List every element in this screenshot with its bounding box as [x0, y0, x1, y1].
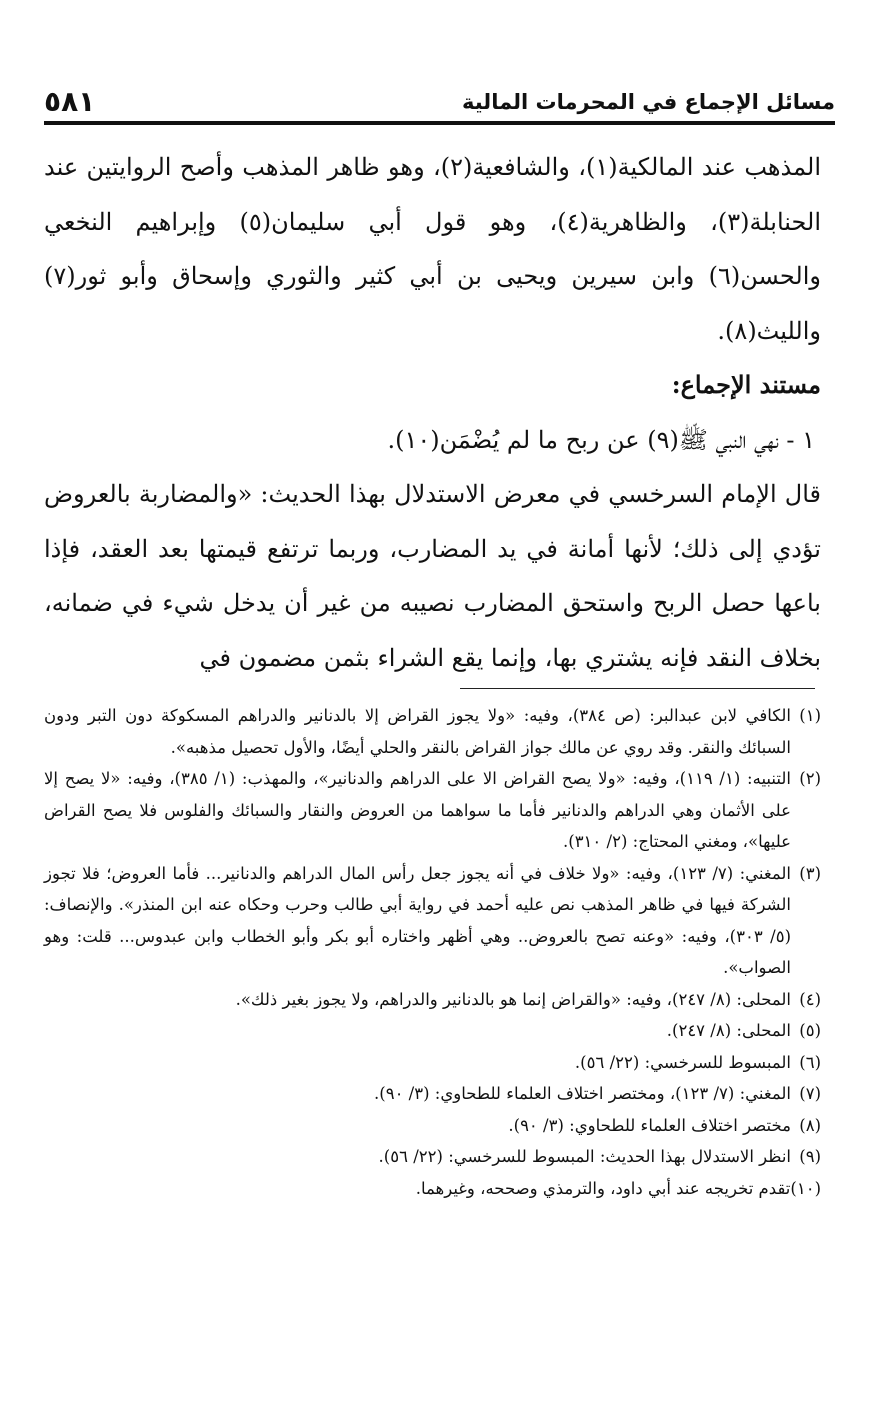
footnotes: [44, 700, 821, 1204]
footnote-number: (٩): [799, 1147, 821, 1166]
page-header: [44, 72, 835, 118]
footnote-text: تقدم تخريجه عند أبي داود، والترمذي وصححه، وغيرهما.: [415, 1178, 791, 1198]
footnote: [44, 763, 821, 858]
footnote-number: (٣): [799, 863, 821, 883]
section-heading: مستند الإجماع:: [671, 370, 821, 399]
footnote: [44, 1141, 821, 1173]
main-text: [44, 140, 821, 685]
footnote-text: المحلى: (٨/ ٢٤٧)، وفيه: «والقراض إنما هو بالدنانير والدراهم، ولا يجوز بغير ذلك».: [235, 989, 791, 1009]
footnote-separator: [460, 688, 815, 689]
footnote: [44, 700, 821, 763]
footnote-text: انظر الاستدلال بهذا الحديث: المبسوط للسرخسي: (٢٢/ ٥٦).: [378, 1147, 791, 1166]
footnote-text: المغني: (٧/ ١٢٣)، ومختصر اختلاف العلماء للطحاوي: (٣/ ٩٠).: [374, 1084, 791, 1103]
footnote-number: (٥): [799, 1021, 821, 1040]
footnote-number: (١٠): [790, 1178, 821, 1198]
footnote-number: (٢): [799, 769, 821, 788]
paragraph-madhhab: المذهب عند المالكية(١)، والشافعية(٢)، وهو ظاهر المذهب وأصح الروايتين عند الحنابلة(٣)، والظاهرية(٤)، وهو قول أبي سليمان(٥) وإبراهيم النخعي والحسن(٦) وابن سيرين ويحيى بن أبي كثير والثوري وإسحاق وأبو ثور(٧) والليث(٨).: [44, 153, 821, 345]
header-rule: [44, 121, 835, 125]
footnote-number: (٤): [799, 989, 821, 1009]
footnote-number: (١): [799, 706, 821, 725]
running-title: مسائل الإجماع في المحرمات المالية: [462, 90, 835, 114]
footnote-text: المحلى: (٨/ ٢٤٧).: [666, 1021, 791, 1040]
footnote: [44, 1047, 821, 1079]
footnote: [44, 1015, 821, 1047]
footnote: [44, 1078, 821, 1110]
footnote-text: المغني: (٧/ ١٢٣)، وفيه: «ولا خلاف في أنه يجوز جعل رأس المال الدراهم والدنانير... فأما العروض؛ فلا تجوز الشركة فيها في ظاهر المذهب نص عليه أحمد في رواية أبي طالب وحرب وحكاه عنه ابن المنذر». والإنصاف: (٥/ ٣٠٣)، وفيه: «وعنه تصح بالعروض.. وهي أظهر واختاره أبو بكر وأبو الخطاب وابن عبدوس... قلت: وهو الصواب».: [44, 863, 791, 977]
evidence-item-1: ١ - نهي النبي ﷺ(٩) عن ربح ما لم يُضْمَن(١٠).: [387, 425, 815, 454]
paragraph-sarakhsi: قال الإمام السرخسي في معرض الاستدلال بهذا الحديث: «والمضاربة بالعروض تؤدي إلى ذلك؛ لأنها أمانة في يد المضارب، وربما ترتفع قيمتها بعد العقد، فإذا باعها حصل الربح واستحق المضارب نصيبه من غير أن يدخل شيء في ضمانه، بخلاف النقد فإنه يشتري بها، وإنما يقع الشراء بثمن مضمون في: [44, 480, 821, 672]
footnote-text: المبسوط للسرخسي: (٢٢/ ٥٦).: [574, 1052, 791, 1072]
footnote: [44, 1173, 821, 1205]
footnote-number: (٨): [799, 1115, 821, 1135]
footnote: [44, 858, 821, 984]
footnote: [44, 984, 821, 1016]
page-number: ٥٨١: [44, 85, 96, 118]
footnote-number: (٦): [799, 1052, 821, 1072]
footnote-text: مختصر اختلاف العلماء للطحاوي: (٣/ ٩٠).: [508, 1115, 791, 1135]
footnote-text: الكافي لابن عبدالبر: (ص ٣٨٤)، وفيه: «ولا يجوز القراض إلا بالدنانير والدراهم المسكوكة دون التبر ودون السبائك والنقر. وقد روي عن مالك جواز القراض بالنقر والحلي أيضًا، والأول تحصيل مذهبه».: [44, 706, 791, 757]
footnote-number: (٧): [799, 1084, 821, 1103]
footnote-text: التنبيه: (١/ ١١٩)، وفيه: «ولا يصح القراض الا على الدراهم والدنانير»، والمهذب: (١/ ٣٨٥)، وفيه: «لا يصح إلا على الأثمان وهي الدراهم والدنانير فأما ما سواهما من العروض والنقار والسبائك والفلوس فلا يصح القراض عليها»، ومغني المحتاج: (٢/ ٣١٠).: [44, 769, 791, 851]
footnote: [44, 1110, 821, 1142]
